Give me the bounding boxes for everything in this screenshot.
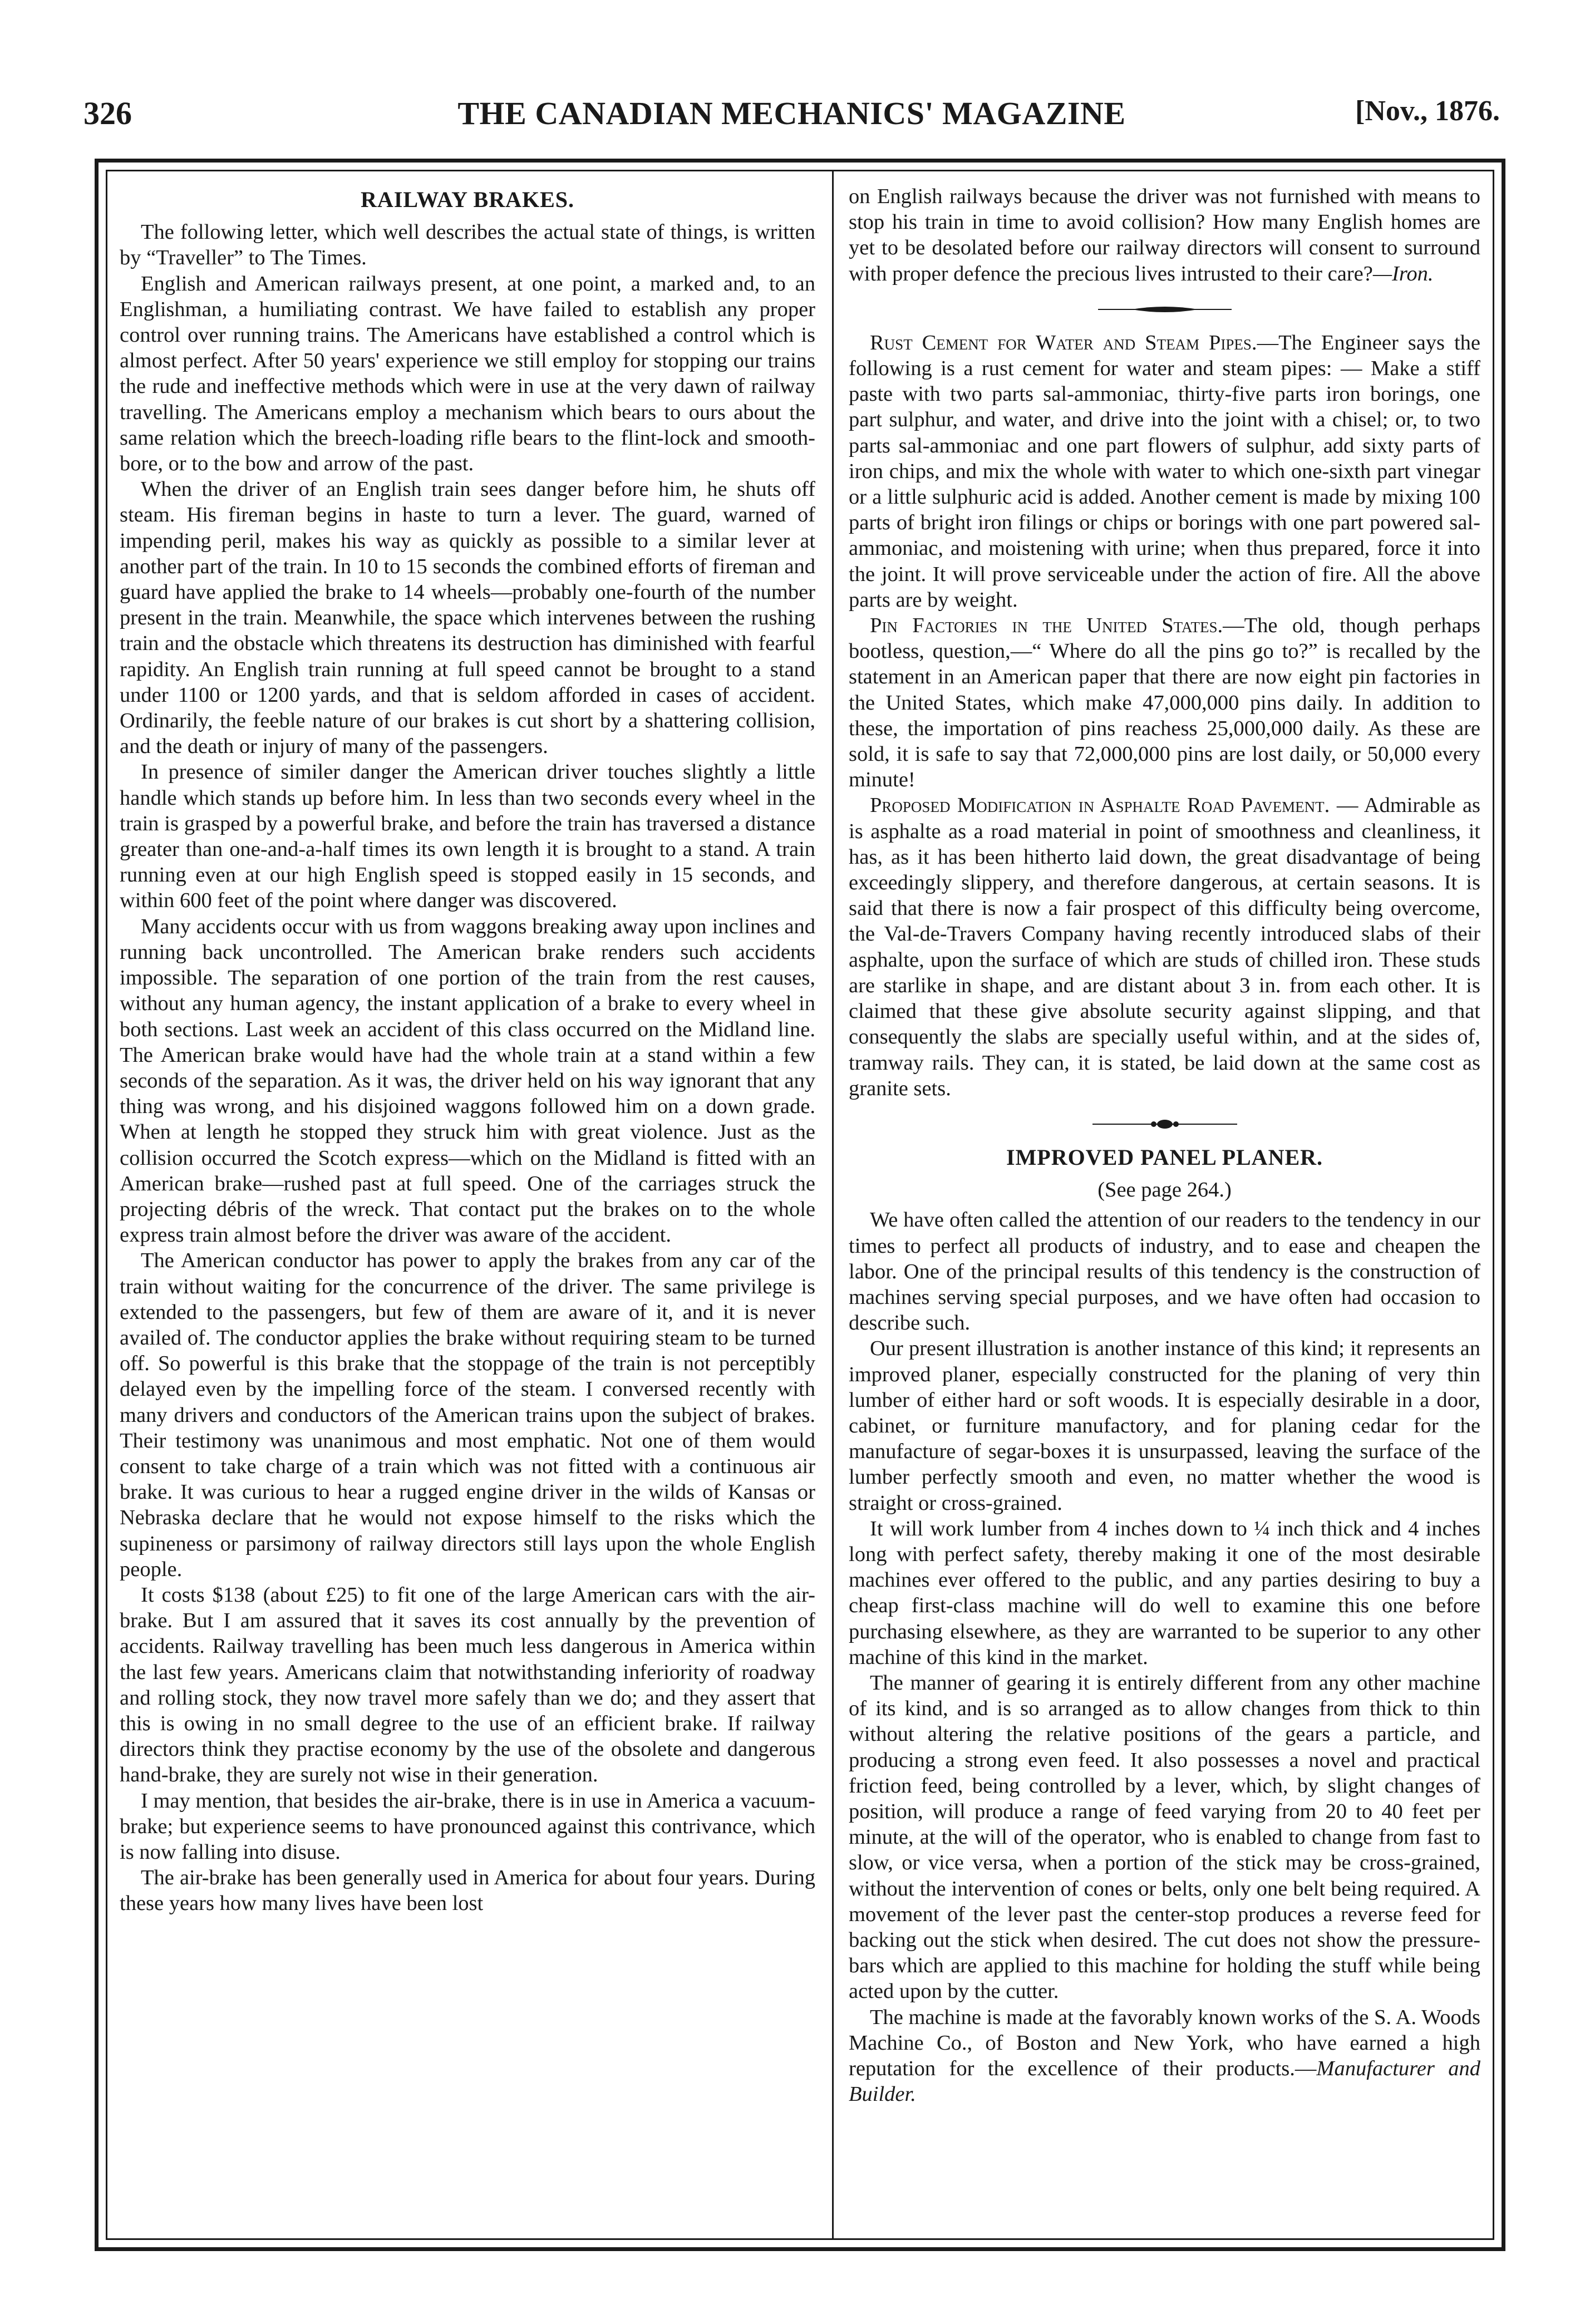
left-column [120,184,815,1917]
column-divider [832,170,834,2240]
note-heading: Rust Cement for Water and Steam Pipes. [870,331,1257,354]
article-paragraph-text: The machine is made at the favorably known works of the S. A. Woods Machine Co., of Boston and New York, who have earned a high reputation for the excellence of their products.— [849,2005,1480,2081]
note-text: —The old, though perhaps bootless, question,—“ Where do all the pins go to?” is recalled by the statement in an American paper that there are now eight pin factories in the United States, which make 47,000,000 pins daily. In addition to these, the importation of pins reachess 25,000,000 daily. As these are sold, it is safe to say that 72,000,000 pins are lost daily, or 50,000 every minute! [849,614,1480,792]
article-paragraph: Many accidents occur with us from waggons breaking away upon inclines and running back uncontrolled. The American brake renders such accidents impossible. The separation of one portion of the train from the rest causes, without any human agency, the instant application of a brake to every wheel in both sections. Last week an accident of this class occurred on the Midland line. The American brake would have had the whole train at a stand within a few seconds of the separation. As it was, the driver held on his way ignorant that any thing was wrong, and his disjoined waggons followed him on a down grade. When at length he stopped they struck him with great violence. Just as the collision occurred the Scotch express—which on the Midland is fitted with an American brake—rushed past at full speed. One of the carriages struck the projecting débris of the wreck. That contact put the brakes on to the whole express train almost before the driver was aware of the accident. [120,914,815,1247]
note-rust-cement [849,330,1480,613]
article-paragraph: We have often called the attention of our readers to the tendency in our times to perfect all products of industry, and to ease and cheapen the labor. One of the principal results of this tendency is the construction of machines serving special purposes, and we have often had occasion to describe such. [849,1208,1480,1335]
article-paragraph: The air-brake has been generally used in America for about four years. During these years how many lives have been lost [120,1866,815,1916]
panel-planer-title: IMPROVED PANEL PLANER. [1006,1144,1323,1170]
article-paragraph-final [849,2005,1480,2108]
article-paragraph: It costs $138 (about £25) to fit one of the large American cars with the air-brake. But I am assured that it saves its cost annually by the prevention of accidents. Railway travelling has been much less dangerous in America within the last few years. Americans claim that notwithstanding inferiority of roadway and rolling stock, they now travel more safely than we do; and they assert that this is owing in no small degree to the use of an efficient brake. If railway directors think they practise economy by the use of the obsolete and dangerous hand-brake, they are surely not wise in their generation. [120,1583,815,1787]
note-heading: Pin Factories in the United States. [870,614,1223,638]
article-paragraph: The manner of gearing it is entirely different from any other machine of its kind, and is so arranged as to allow changes from thick to thin without altering the relative positions of the gears a particle, and producing a strong even feed. It also possesses a novel and practical friction feed, being controlled by a lever, which, by slight changes of position, will produce a range of feed varying from 20 to 40 feet per minute, at the will of the operator, who is enabled to change from fast to slow, or vice versa, when a portion of the stick may be cross-grained, without the intervention of cones or belts, only one belt being required. A movement of the lever past the center-stop produces a reverse feed for backing out the stick when desired. The cut does not show the pressure-bars which are applied to this machine for holding the stuff while being acted upon by the cutter. [849,1671,1480,2003]
separator-ornament [1048,1112,1282,1136]
magazine-title: THE CANADIAN MECHANICS' MAGAZINE [457,95,1126,131]
note-pin-factories [849,613,1480,792]
page-header [83,95,1500,150]
issue-date: [Nov., 1876. [1355,95,1500,127]
continued-text [849,184,1480,287]
note-asphalte [849,792,1480,1101]
article-paragraph: I may mention, that besides the air-brake, there is in use in America a vacuum-brake; but experience seems to have pronounced against this contrivance, which is now falling into disuse. [120,1789,815,1864]
article-paragraph: The following letter, which well describes the actual state of things, is written by “Traveller” to The Times. [120,220,815,270]
article-paragraph: English and American railways present, at one point, a marked and, to an Englishman, a humiliating contrast. We have failed to establish any proper control over running trains. The Americans have established a control which is almost perfect. After 50 years' experience we still employ for stopping our trains the rude and ineffective methods which were in use at the very dawn of railway travelling. The Americans employ a mechanism which bears to ours about the same relation which the breech-loading rifle bears to the flint-lock and smooth-bore, or to the bow and arrow of the past. [120,272,815,476]
railway-brakes-title: RAILWAY BRAKES. [360,187,575,212]
article-paragraph: It will work lumber from 4 inches down to ¼ inch thick and 4 inches long with perfect safety, thereby making it one of the most desirable machines ever offered to the public, and any parties desiring to buy a cheap first-class machine will do well to examine this one before purchasing elsewhere, as they are warranted to be superior to any other machine of this kind in the market. [849,1516,1480,1669]
page-number: 326 [83,95,132,131]
article-paragraph: Our present illustration is another instance of this kind; it represents an improved planer, especially constructed for the planing of very thin lumber of either hard or soft woods. It is especially desirable in a door, cabinet, or furniture manufactory, and for planing cedar for the manufacture of segar-boxes it is unsurpassed, leaving the surface of the lumber perfectly smooth and even, no matter whether the wood is straight or cross-grained. [849,1337,1480,1515]
separator-ornament [1048,298,1282,321]
source-credit: Manufacturer and Builder. [849,2057,1480,2106]
source-credit: —Iron. [1372,262,1434,285]
note-text: —The Engineer says the following is a rust cement for water and steam pipes: — Make a stiff paste with two parts sal-ammoniac, thirty-five parts iron borings, one part sulphur, and water, and drive into the joint with a chisel; or, to two parts sal-ammoniac and one part flowers of sulphur, add sixty parts of iron chips, and mix the whole with water to which one-sixth part vinegar or a little sulphuric acid is added. Another cement is made by mixing 100 parts of bright iron filings or chips or borings with one part powered sal-ammoniac, and moistening with urine; when thus prepared, force it into the joint. It will prove serviceable under the action of fire. All the above parts are by weight. [849,331,1481,612]
article-paragraph: In presence of similer danger the American driver touches slightly a little handle which stands up before him. In less than two seconds every wheel in the train is grasped by a powerful brake, and before the train has traversed a distance greater than one-and-a-half times its own length it is brought to a stand. A train running even at our high English speed is stopped easily in 15 seconds, and within 600 feet of the point where danger was discovered. [120,760,815,913]
continuation-text: on English railways because the driver was not furnished with means to stop his train in time to avoid collision? How many English homes are yet to be desolated before our railway directors will consent to surround with proper defence the precious lives intrusted to their care? [849,185,1480,285]
article-paragraph: When the driver of an English train sees danger before him, he shuts off steam. His fireman begins in haste to turn a lever. The guard, warned of impending peril, makes his way as quickly as possible to a similar lever at another part of the train. In 10 to 15 seconds the combined efforts of fireman and guard have applied the brake to 14 wheels—probably one-fourth of the number present in the train. Meanwhile, the space which intervenes between the rushing train and the obstacle which threatens its destruction has diminished with fearful rapidity. An English train running at full speed cannot be brought to a stand under 1100 or 1200 yards, and that is seldom afforded in cases of accident. Ordinarily, the feeble nature of our brakes is cut short by a shattering collision, and the death or injury of many of the passengers. [120,477,815,759]
note-heading: Proposed Modification in Asphalte Road Pavement. [870,794,1330,818]
article-paragraph: The American conductor has power to apply the brakes from any car of the train without waiting for the concurrence of the driver. The same privilege is extended to the passengers, but few of them are aware of it, and it is never availed of. The conductor applies the brake without requiring steam to be turned off. So powerful is this brake that the stoppage of the train is not perceptibly delayed even by the impelling force of the steam. I conversed recently with many drivers and conductors of the American trains upon the subject of brakes. Their testimony was unanimous and most emphatic. Not one of them would consent to take charge of a train which was not fitted with a continuous air brake. It was curious to hear a rugged engine driver in the wilds of Kansas or Nebraska declare that he would not expose himself to the risks which the supineness or parsimony of railway directors still lays upon the whole English people. [120,1249,815,1581]
panel-planer-subtitle: (See page 264.) [1097,1178,1232,1202]
note-text: — Admirable as is asphalte as a road material in point of smoothness and cleanliness, it has, as it has been hitherto laid down, the great disadvantage of being exceedingly slippery, and therefore dangerous, at certain seasons. It is said that there is now a fair prospect of this difficulty being overcome, the Val-de-Travers Company having recently introduced slabs of their asphalte, upon the surface of which are studs of chilled iron. These studs are starlike in shape, and are distant about 3 in. from each other. It is claimed that these give absolute security against slipping, and that consequently the slabs are specially useful within, and at the sides of, tramway rails. They can, it is stated, be laid down at the same cost as granite sets. [849,794,1480,1100]
right-column [849,184,1480,2107]
